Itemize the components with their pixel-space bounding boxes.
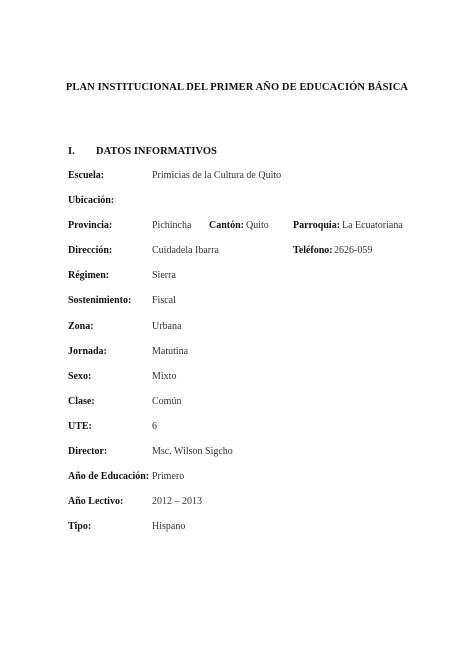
field-row-jornada [68, 346, 428, 371]
field-row-clase [68, 396, 428, 421]
sostenimiento-value: Fiscal [152, 295, 176, 307]
sostenimiento-label: Sostenimiento: [68, 295, 132, 307]
regimen-label: Régimen: [68, 270, 110, 282]
field-row-sexo [68, 371, 428, 396]
tipo-label: Tipo: [68, 521, 92, 533]
canton-value: Quito [246, 220, 269, 232]
provincia-value: Pichincha [152, 220, 192, 232]
zona-label: Zona: [68, 320, 94, 332]
sexo-value: Mixto [152, 370, 177, 382]
section-title: DATOS INFORMATIVOS [96, 146, 217, 157]
field-row-sostenimiento [68, 295, 428, 320]
field-row-director [68, 446, 428, 471]
jornada-label: Jornada: [68, 345, 107, 357]
director-value: Msc. Wilson Sigcho [152, 446, 233, 458]
field-row-ute [68, 421, 428, 446]
field-row-anio-lectivo [68, 496, 428, 521]
tipo-value: Hispano [152, 521, 186, 533]
parroquia-value: La Ecuatoriana [342, 220, 403, 232]
field-row-anio-educacion [68, 471, 428, 496]
telefono-label: Teléfono: [293, 245, 333, 257]
field-row-provincia [68, 220, 428, 245]
telefono-value: 2626-059 [334, 245, 373, 257]
field-row-direccion [68, 245, 428, 270]
direccion-value: Cuidadela Ibarra [152, 245, 219, 257]
director-label: Director: [68, 446, 108, 458]
field-row-regimen [68, 270, 428, 295]
ute-label: UTE: [68, 420, 92, 432]
field-row-ubicacion [68, 195, 428, 220]
anio-educacion-label: Año de Educación: [68, 471, 150, 483]
escuela-value: Primicias de la Cultura de Quito [152, 170, 282, 181]
jornada-value: Matutina [152, 345, 189, 357]
canton-label: Cantón: [209, 220, 245, 232]
section-heading [68, 146, 217, 157]
field-row-escuela [68, 170, 428, 195]
escuela-label: Escuela: [68, 170, 105, 181]
info-fields [68, 170, 428, 546]
regimen-value: Sierra [152, 270, 176, 282]
sexo-label: Sexo: [68, 370, 92, 382]
provincia-label: Provincia: [68, 220, 113, 232]
anio-educacion-value: Primero [152, 471, 185, 483]
parroquia-label: Parroquia: [293, 220, 341, 232]
anio-lectivo-label: Año Lectivo: [68, 496, 124, 508]
clase-value: Común [152, 395, 182, 407]
field-row-zona [68, 321, 428, 346]
ubicacion-label: Ubicación: [68, 195, 115, 207]
direccion-label: Dirección: [68, 245, 113, 257]
clase-label: Clase: [68, 395, 95, 407]
ute-value: 6 [152, 420, 157, 432]
anio-lectivo-value: 2012 – 2013 [152, 496, 202, 508]
field-row-tipo [68, 521, 428, 546]
section-number: I. [68, 146, 75, 157]
document-title: PLAN INSTITUCIONAL DEL PRIMER AÑO DE EDUCACIÓN BÁSICA [65, 82, 409, 93]
zona-value: Urbana [152, 320, 182, 332]
